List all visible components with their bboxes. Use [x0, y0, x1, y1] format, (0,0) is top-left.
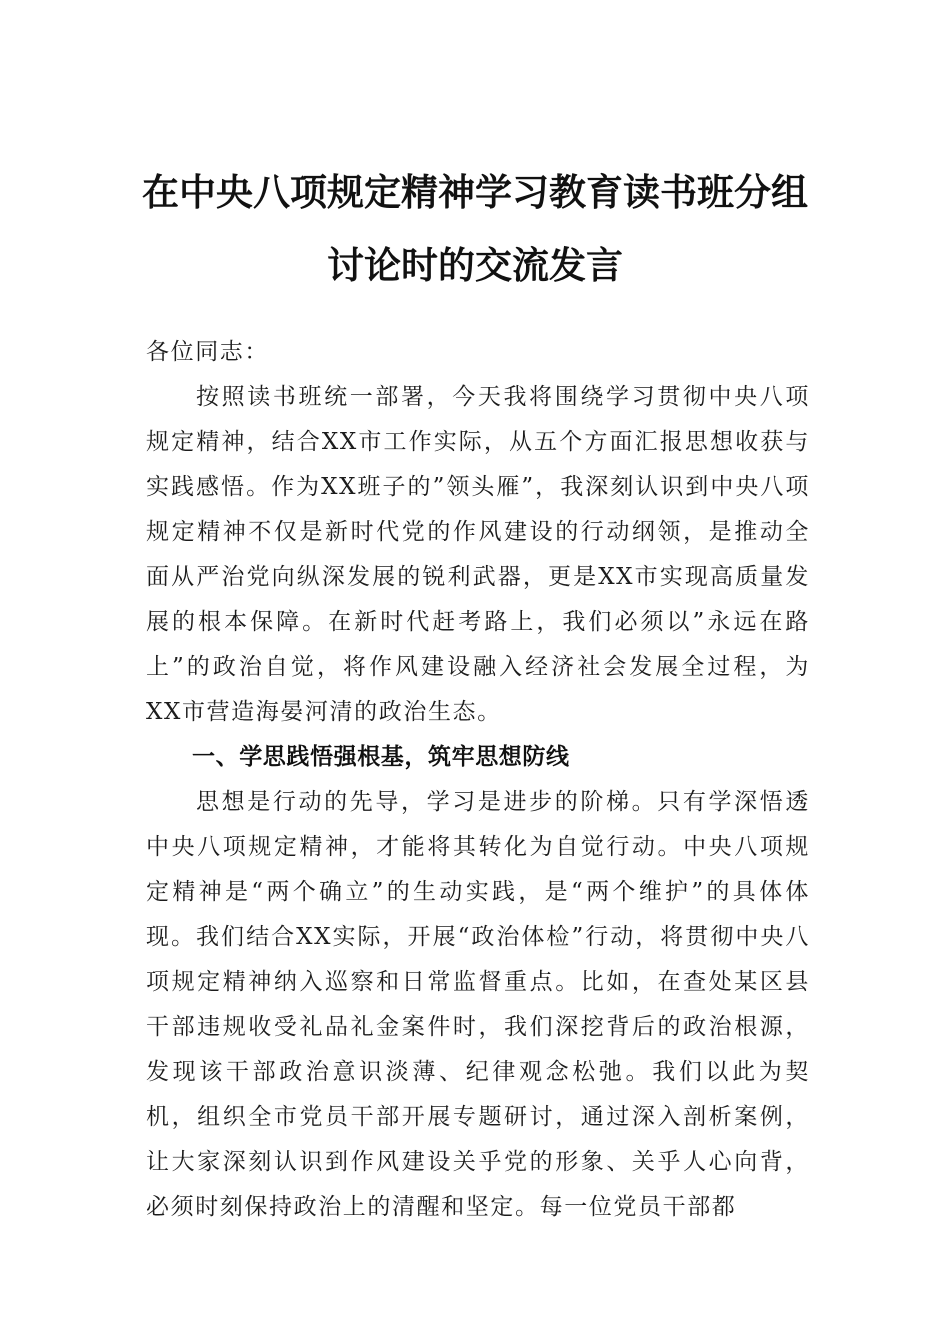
section-1-paragraph: 思想是行动的先导，学习是进步的阶梯。只有学深悟透中央八项规定精神，才能将其转化为自觉行动。中央八项规定精神是“两个确立”的生动实践，是“两个维护”的具体体现。我们结合XX实际，开展“政治体检”行动，将贯彻中央八项规定精神纳入巡察和日常监督重点。比如，在查处某区县干部违规收受礼品礼金案件时，我们深挖背后的政治根源，发现该干部政治意识淡薄、纪律观念松弛。我们以此为契机，组织全市党员干部开展专题研讨，通过深入剖析案例，让大家深刻认识到作风建设关乎党的形象、关乎人心向背，必须时刻保持政治上的清醒和坚定。每一位党员干部都	[146, 789, 810, 1220]
section-heading-1: 一、学思践悟强根基，筑牢思想防线	[192, 744, 570, 770]
document-title-line-2: 讨论时的交流发言	[327, 244, 623, 287]
intro-paragraph: 按照读书班统一部署，今天我将围绕学习贯彻中央八项规定精神，结合XX市工作实际，从五个方面汇报思想收获与实践感悟。作为XX班子的”领头雁”，我深刻认识到中央八项规定精神不仅是新时代党的作风建设的行动纲领，是推动全面从严治党向纵深发展的锐利武器，更是XX市实现高质量发展的根本保障。在新时代赶考路上，我们必须以”永远在路上”的政治自觉，将作风建设融入经济社会发展全过程，为XX市营造海晏河清的政治生态。	[146, 384, 810, 725]
document-title-line-1: 在中央八项规定精神学习教育读书班分组	[142, 171, 808, 214]
salutation: 各位同志：	[146, 339, 269, 365]
